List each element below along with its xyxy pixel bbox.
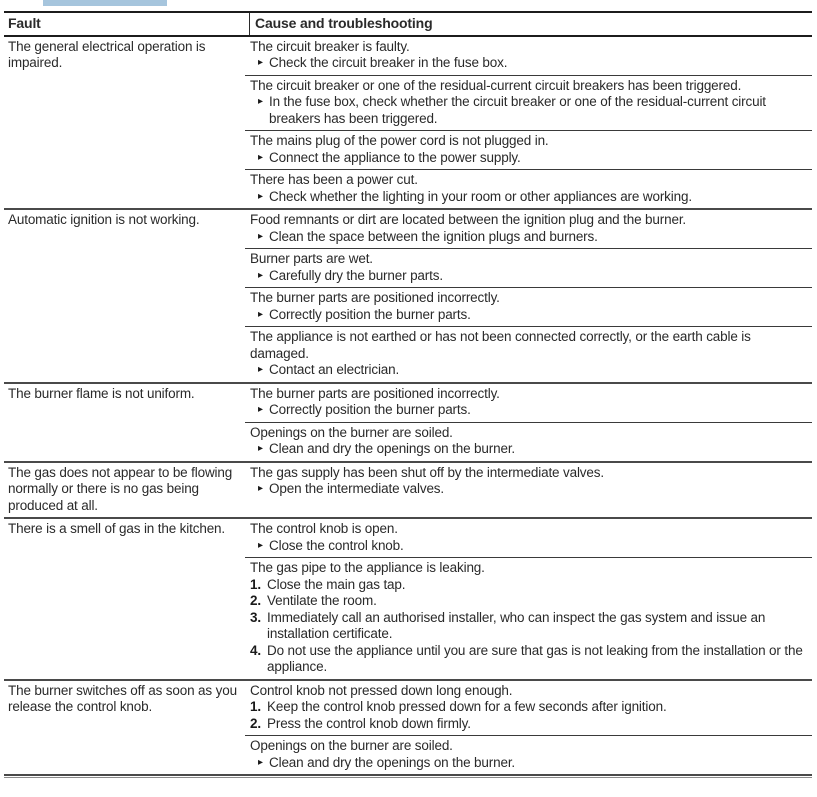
cause-text-line [245,251,812,268]
troubleshooting-table [4,11,812,778]
line-text: There has been a power cut. [250,172,418,187]
action-line [245,402,812,419]
line-text: Carefully dry the burner parts. [269,267,443,283]
cause-entry [245,463,812,501]
triangle-bullet-icon: ▸ [258,756,263,768]
action-line [245,481,812,498]
action-line [245,577,812,594]
action-line [245,538,812,555]
triangle-bullet-icon: ▸ [258,96,263,107]
line-text: The gas pipe to the appliance is leaking. [250,560,485,575]
action-line [245,716,812,733]
action-line [245,307,812,324]
fault-group [4,679,812,775]
fault-cell: There is a smell of gas in the kitchen. [8,521,226,536]
triangle-bullet-icon: ▸ [258,151,263,163]
cause-text-line [245,133,812,150]
step-number: 1. [250,576,261,592]
cause-entry [245,326,812,382]
cause-text-line [245,329,812,362]
line-text: Control knob not pressed down long enough. [250,682,513,698]
fault-group [4,461,812,518]
fault-group [4,382,812,461]
action-line [245,610,812,643]
cause-cell [245,463,812,518]
triangle-bullet-icon: ▸ [258,269,263,281]
line-text: Close the main gas tap. [267,576,406,592]
fault-group [4,37,812,209]
cause-entry [245,130,812,169]
line-text: The gas supply has been shut off by the intermediate valves. [250,464,604,480]
line-text: The circuit breaker or one of the residual-current circuit breakers has been triggered. [250,77,742,93]
cause-text-line [245,78,812,95]
line-text: Clean the space between the ignition plugs and burners. [269,228,598,244]
cause-cell [245,519,812,679]
triangle-bullet-icon: ▸ [258,190,263,202]
line-text: Food remnants or dirt are located between the ignition plug and the burner. [250,212,687,227]
line-text: Open the intermediate valves. [269,481,444,496]
cause-text-line [245,172,812,189]
cause-entry [245,37,812,75]
triangle-bullet-icon: ▸ [258,57,263,68]
cause-entry [245,735,812,774]
fault-group [4,208,812,382]
cause-cell [245,210,812,382]
triangle-bullet-icon: ▸ [258,308,263,320]
fault-group [4,517,812,679]
triangle-bullet-icon: ▸ [258,443,263,454]
fault-cell: Automatic ignition is not working. [8,212,200,227]
cause-entry [245,384,812,422]
action-line [245,189,812,206]
cause-entry [245,287,812,326]
line-text: The circuit breaker is faulty. [250,38,410,54]
action-line [245,150,812,167]
action-line [245,755,812,772]
line-text: Immediately call an authorised installer, who can inspect the gas system and issue an installation certificate. [267,609,766,641]
cause-entry [245,681,812,736]
line-text: Check whether the lighting in your room or other appliances are working. [269,188,692,204]
cause-entry [245,248,812,287]
triangle-bullet-icon: ▸ [258,483,263,494]
fault-column-header: Fault [8,15,41,31]
line-text: Press the control knob down firmly. [267,715,471,731]
line-text: The appliance is not earthed or has not been connected correctly, or the earth cable is damaged. [250,329,751,361]
line-text: Contact an electrician. [269,362,400,377]
action-line [245,643,812,676]
line-text: Correctly position the burner parts. [269,402,471,417]
step-number: 4. [250,642,261,658]
line-text: Burner parts are wet. [250,251,373,266]
action-line [245,593,812,610]
table-header-row [4,11,812,37]
line-text: In the fuse box, check whether the circuit breaker or one of the residual-current circuit breakers has been triggered. [269,94,766,126]
action-line [245,699,812,716]
action-line [245,94,812,127]
cause-text-line [245,738,812,755]
triangle-bullet-icon: ▸ [258,364,263,375]
cause-text-line [245,465,812,482]
triangle-bullet-icon: ▸ [258,539,263,551]
line-text: The control knob is open. [250,521,398,536]
line-text: Clean and dry the openings on the burner. [269,441,516,456]
fault-cell: The burner flame is not uniform. [8,385,195,401]
line-text: Keep the control knob pressed down for a few seconds after ignition. [267,699,667,714]
step-number: 3. [250,609,261,625]
cause-entry [245,422,812,461]
action-line [245,268,812,285]
fault-cell: The general electrical operation is impaired. [8,38,206,70]
cause-column-header: Cause and troubleshooting [249,13,812,35]
cause-entry [245,557,812,679]
table-bottom-rule [4,774,812,778]
line-text: Do not use the appliance until you are sure that gas is not leaking from the installation or the appliance. [267,642,803,674]
line-text: The burner parts are positioned incorrectly. [250,290,500,305]
line-text: The burner parts are positioned incorrectly. [250,385,500,401]
cause-text-line [245,560,812,577]
fault-cell: The gas does not appear to be flowing normally or there is no gas being produced at all. [8,464,233,513]
triangle-bullet-icon: ▸ [258,404,263,415]
cause-text-line [245,683,812,700]
cause-cell [245,681,812,775]
triangle-bullet-icon: ▸ [258,230,263,242]
cause-entry [245,169,812,208]
action-line [245,55,812,72]
cause-text-line [245,425,812,442]
line-text: Correctly position the burner parts. [269,306,471,322]
action-line [245,362,812,379]
cause-text-line [245,386,812,403]
line-text: Clean and dry the openings on the burner. [269,754,516,770]
cause-text-line [245,39,812,56]
cause-text-line [245,212,812,229]
cause-cell [245,384,812,461]
line-text: Ventilate the room. [267,593,377,608]
line-text: Close the control knob. [269,537,404,553]
table-body [4,37,812,775]
cause-entry [245,75,812,131]
action-line [245,229,812,246]
cause-text-line [245,521,812,538]
fault-cell: The burner switches off as soon as you release the control knob. [8,682,237,714]
selection-highlight-bar [43,0,167,6]
cause-entry [245,210,812,248]
line-text: The mains plug of the power cord is not plugged in. [250,133,549,148]
line-text: Connect the appliance to the power supply. [269,149,521,165]
line-text: Openings on the burner are soiled. [250,738,453,753]
cause-cell [245,37,812,209]
step-number: 1. [250,699,261,714]
line-text: Openings on the burner are soiled. [250,424,453,440]
cause-text-line [245,290,812,307]
step-number: 2. [250,715,261,731]
action-line [245,441,812,458]
step-number: 2. [250,593,261,608]
cause-entry [245,519,812,557]
line-text: Check the circuit breaker in the fuse box. [269,55,508,70]
